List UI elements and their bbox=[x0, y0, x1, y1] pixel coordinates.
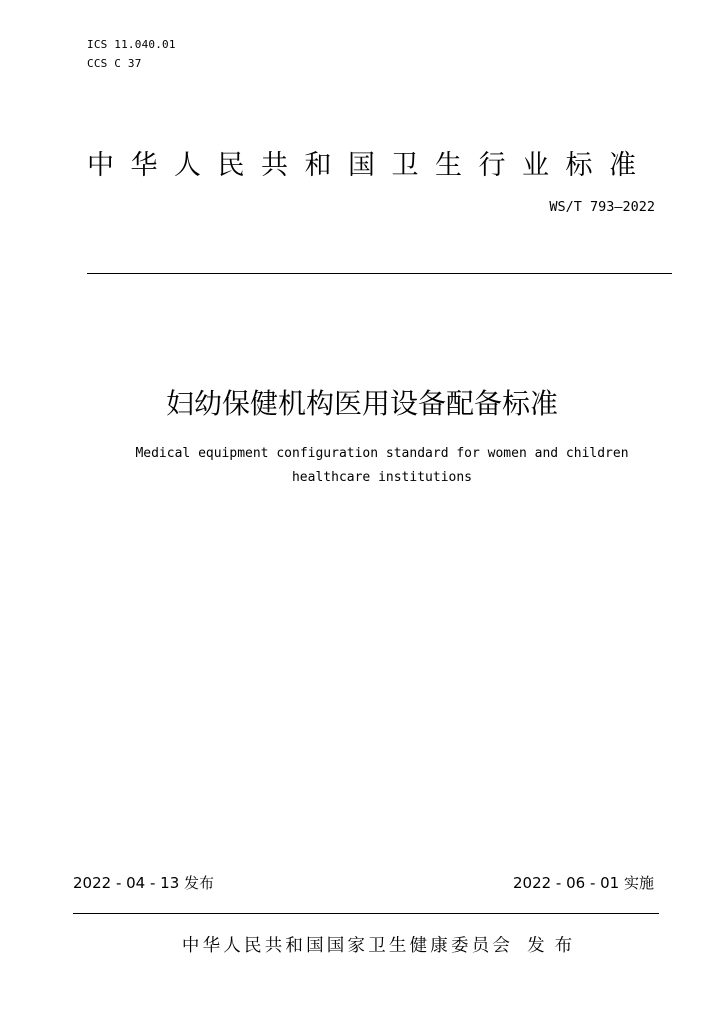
industry-standard-title: 中华人民共和国卫生行业标准 bbox=[87, 150, 653, 181]
standard-number: WS/T 793—2022 bbox=[549, 199, 655, 215]
footer-divider bbox=[73, 913, 659, 914]
document-title-english-line2: healthcare institutions bbox=[291, 470, 472, 485]
ics-code: ICS 11.040.01 bbox=[87, 38, 176, 51]
implementation-date: 2022 - 06 - 01 实施 bbox=[512, 874, 654, 892]
issuing-authority bbox=[0, 932, 724, 957]
document-title-english-line1: Medical equipment configuration standard for women and children bbox=[135, 446, 629, 461]
publish-label: 发布 bbox=[527, 936, 583, 956]
issuing-organization: 中华人民共和国国家卫生健康委员会 bbox=[181, 936, 514, 956]
ccs-code: CCS C 37 bbox=[87, 57, 142, 70]
header-divider bbox=[87, 273, 672, 274]
document-title-chinese: 妇幼保健机构医用设备配备标准 bbox=[165, 387, 558, 420]
issue-date: 2022 - 04 - 13 发布 bbox=[73, 874, 215, 892]
